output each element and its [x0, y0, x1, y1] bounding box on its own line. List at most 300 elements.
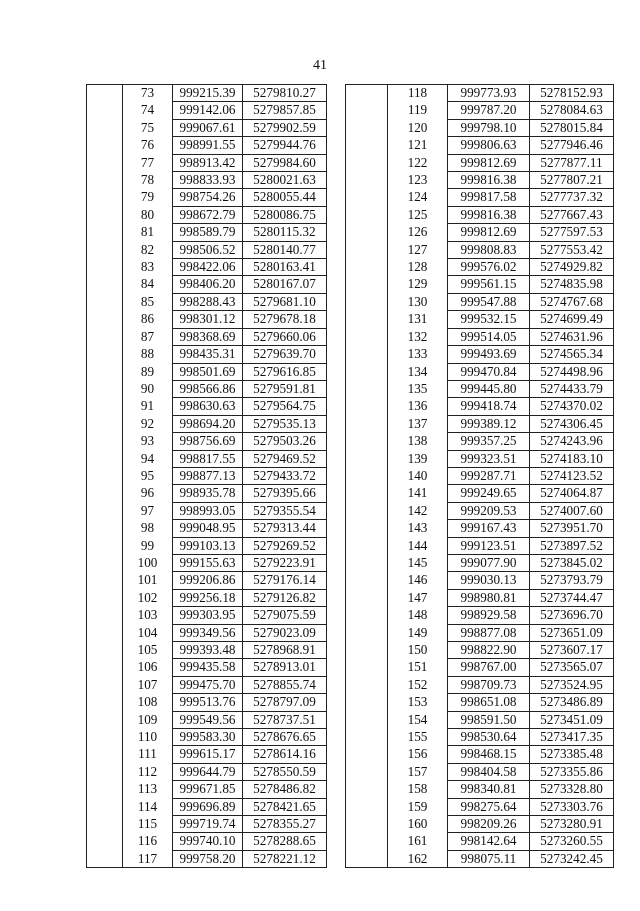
point-number-cell: 110 [123, 729, 173, 746]
table-row [87, 816, 327, 833]
x-coordinate-cell: 998935.78 [173, 485, 243, 502]
point-number-cell: 156 [388, 746, 448, 763]
y-coordinate-cell: 5273565.07 [530, 659, 614, 676]
point-number-cell: 137 [388, 415, 448, 432]
blank-cell [346, 833, 388, 850]
point-number-cell: 113 [123, 781, 173, 798]
blank-cell [87, 311, 123, 328]
y-coordinate-cell: 5279616.85 [243, 363, 327, 380]
blank-cell [346, 694, 388, 711]
table-row [346, 624, 614, 641]
blank-cell [87, 102, 123, 119]
y-coordinate-cell: 5277597.53 [530, 224, 614, 241]
blank-cell [87, 520, 123, 537]
y-coordinate-cell: 5279313.44 [243, 520, 327, 537]
point-number-cell: 107 [123, 676, 173, 693]
x-coordinate-cell: 999103.13 [173, 537, 243, 554]
y-coordinate-cell: 5273696.70 [530, 607, 614, 624]
table-row [346, 154, 614, 171]
x-coordinate-cell: 999696.89 [173, 798, 243, 815]
y-coordinate-cell: 5277553.42 [530, 241, 614, 258]
x-coordinate-cell: 999812.69 [448, 224, 530, 241]
x-coordinate-cell: 998142.64 [448, 833, 530, 850]
y-coordinate-cell: 5273951.70 [530, 520, 614, 537]
y-coordinate-cell: 5274243.96 [530, 433, 614, 450]
table-row [87, 119, 327, 136]
x-coordinate-cell: 999787.20 [448, 102, 530, 119]
table-row [87, 502, 327, 519]
blank-cell [346, 311, 388, 328]
table-row [346, 763, 614, 780]
table-row [87, 763, 327, 780]
point-number-cell: 129 [388, 276, 448, 293]
x-coordinate-cell: 999547.88 [448, 293, 530, 310]
blank-cell [346, 119, 388, 136]
table-row [346, 694, 614, 711]
blank-cell [87, 467, 123, 484]
point-number-cell: 85 [123, 293, 173, 310]
coordinates-table-right [345, 84, 614, 868]
blank-cell [87, 450, 123, 467]
y-coordinate-cell: 5274767.68 [530, 293, 614, 310]
table-row [346, 380, 614, 397]
table-row [87, 711, 327, 728]
point-number-cell: 140 [388, 467, 448, 484]
y-coordinate-cell: 5279678.18 [243, 311, 327, 328]
y-coordinate-cell: 5278015.84 [530, 119, 614, 136]
y-coordinate-cell: 5279944.76 [243, 137, 327, 154]
x-coordinate-cell: 999077.90 [448, 554, 530, 571]
blank-cell [346, 729, 388, 746]
table-row [346, 363, 614, 380]
y-coordinate-cell: 5278913.01 [243, 659, 327, 676]
y-coordinate-cell: 5279503.26 [243, 433, 327, 450]
point-number-cell: 134 [388, 363, 448, 380]
table-row [87, 293, 327, 310]
y-coordinate-cell: 5273897.52 [530, 537, 614, 554]
y-coordinate-cell: 5280140.77 [243, 241, 327, 258]
x-coordinate-cell: 999773.93 [448, 85, 530, 102]
table-row [346, 293, 614, 310]
blank-cell [87, 781, 123, 798]
x-coordinate-cell: 999249.65 [448, 485, 530, 502]
point-number-cell: 81 [123, 224, 173, 241]
table-row [346, 119, 614, 136]
blank-cell [87, 259, 123, 276]
x-coordinate-cell: 999167.43 [448, 520, 530, 537]
x-coordinate-cell: 998275.64 [448, 798, 530, 815]
point-number-cell: 144 [388, 537, 448, 554]
y-coordinate-cell: 5273524.95 [530, 676, 614, 693]
blank-cell [346, 520, 388, 537]
point-number-cell: 99 [123, 537, 173, 554]
point-number-cell: 124 [388, 189, 448, 206]
y-coordinate-cell: 5274835.98 [530, 276, 614, 293]
table-row [346, 450, 614, 467]
x-coordinate-cell: 999671.85 [173, 781, 243, 798]
point-number-cell: 106 [123, 659, 173, 676]
table-row [87, 328, 327, 345]
point-number-cell: 92 [123, 415, 173, 432]
y-coordinate-cell: 5278288.65 [243, 833, 327, 850]
y-coordinate-cell: 5279223.91 [243, 554, 327, 571]
y-coordinate-cell: 5280167.07 [243, 276, 327, 293]
y-coordinate-cell: 5274498.96 [530, 363, 614, 380]
blank-cell [346, 554, 388, 571]
point-number-cell: 145 [388, 554, 448, 571]
y-coordinate-cell: 5278355.27 [243, 816, 327, 833]
y-coordinate-cell: 5273651.09 [530, 624, 614, 641]
table-row [87, 850, 327, 867]
table-row [87, 833, 327, 850]
table-row [87, 467, 327, 484]
y-coordinate-cell: 5279355.54 [243, 502, 327, 519]
point-number-cell: 101 [123, 572, 173, 589]
y-coordinate-cell: 5279075.59 [243, 607, 327, 624]
point-number-cell: 126 [388, 224, 448, 241]
x-coordinate-cell: 999806.63 [448, 137, 530, 154]
table-row [346, 520, 614, 537]
table-row [346, 554, 614, 571]
x-coordinate-cell: 998694.20 [173, 415, 243, 432]
table-row [346, 711, 614, 728]
point-number-cell: 80 [123, 206, 173, 223]
y-coordinate-cell: 5273793.79 [530, 572, 614, 589]
point-number-cell: 153 [388, 694, 448, 711]
table-row [87, 102, 327, 119]
blank-cell [346, 328, 388, 345]
y-coordinate-cell: 5279395.66 [243, 485, 327, 502]
y-coordinate-cell: 5273744.47 [530, 589, 614, 606]
point-number-cell: 90 [123, 380, 173, 397]
table-row [346, 833, 614, 850]
x-coordinate-cell: 999816.38 [448, 206, 530, 223]
table-row [346, 816, 614, 833]
table-row [87, 276, 327, 293]
table-row [87, 798, 327, 815]
point-number-cell: 128 [388, 259, 448, 276]
y-coordinate-cell: 5278152.93 [530, 85, 614, 102]
blank-cell [346, 642, 388, 659]
x-coordinate-cell: 998288.43 [173, 293, 243, 310]
blank-cell [87, 415, 123, 432]
x-coordinate-cell: 999215.39 [173, 85, 243, 102]
y-coordinate-cell: 5274370.02 [530, 398, 614, 415]
point-number-cell: 155 [388, 729, 448, 746]
x-coordinate-cell: 998530.64 [448, 729, 530, 746]
y-coordinate-cell: 5279564.75 [243, 398, 327, 415]
y-coordinate-cell: 5280086.75 [243, 206, 327, 223]
point-number-cell: 86 [123, 311, 173, 328]
x-coordinate-cell: 999758.20 [173, 850, 243, 867]
blank-cell [87, 346, 123, 363]
blank-cell [346, 276, 388, 293]
point-number-cell: 94 [123, 450, 173, 467]
table-row [346, 85, 614, 102]
x-coordinate-cell: 998929.58 [448, 607, 530, 624]
x-coordinate-cell: 999532.15 [448, 311, 530, 328]
x-coordinate-cell: 998709.73 [448, 676, 530, 693]
point-number-cell: 73 [123, 85, 173, 102]
y-coordinate-cell: 5277807.21 [530, 172, 614, 189]
point-number-cell: 111 [123, 746, 173, 763]
point-number-cell: 119 [388, 102, 448, 119]
point-number-cell: 82 [123, 241, 173, 258]
table-row [346, 415, 614, 432]
table-row [346, 311, 614, 328]
blank-cell [87, 850, 123, 867]
blank-cell [346, 293, 388, 310]
blank-cell [87, 746, 123, 763]
table-row [346, 189, 614, 206]
point-number-cell: 159 [388, 798, 448, 815]
y-coordinate-cell: 5279469.52 [243, 450, 327, 467]
y-coordinate-cell: 5279984.60 [243, 154, 327, 171]
y-coordinate-cell: 5274183.10 [530, 450, 614, 467]
x-coordinate-cell: 999719.74 [173, 816, 243, 833]
point-number-cell: 84 [123, 276, 173, 293]
y-coordinate-cell: 5280055.44 [243, 189, 327, 206]
blank-cell [87, 328, 123, 345]
table-row [346, 398, 614, 415]
blank-cell [346, 624, 388, 641]
point-number-cell: 98 [123, 520, 173, 537]
x-coordinate-cell: 998877.13 [173, 467, 243, 484]
blank-cell [346, 380, 388, 397]
y-coordinate-cell: 5273242.45 [530, 850, 614, 867]
y-coordinate-cell: 5273355.86 [530, 763, 614, 780]
x-coordinate-cell: 999418.74 [448, 398, 530, 415]
blank-cell [346, 676, 388, 693]
x-coordinate-cell: 999817.58 [448, 189, 530, 206]
blank-cell [87, 589, 123, 606]
point-number-cell: 148 [388, 607, 448, 624]
blank-cell [87, 363, 123, 380]
table-row [346, 572, 614, 589]
y-coordinate-cell: 5274064.87 [530, 485, 614, 502]
blank-cell [346, 224, 388, 241]
point-number-cell: 154 [388, 711, 448, 728]
y-coordinate-cell: 5279535.13 [243, 415, 327, 432]
x-coordinate-cell: 998209.26 [448, 816, 530, 833]
table-row [87, 746, 327, 763]
table-row [346, 259, 614, 276]
x-coordinate-cell: 999475.70 [173, 676, 243, 693]
x-coordinate-cell: 999389.12 [448, 415, 530, 432]
point-number-cell: 141 [388, 485, 448, 502]
point-number-cell: 158 [388, 781, 448, 798]
y-coordinate-cell: 5279681.10 [243, 293, 327, 310]
point-number-cell: 152 [388, 676, 448, 693]
y-coordinate-cell: 5278737.51 [243, 711, 327, 728]
x-coordinate-cell: 998566.86 [173, 380, 243, 397]
x-coordinate-cell: 999349.56 [173, 624, 243, 641]
table-row [346, 467, 614, 484]
blank-cell [346, 711, 388, 728]
y-coordinate-cell: 5273417.35 [530, 729, 614, 746]
blank-cell [346, 659, 388, 676]
blank-cell [87, 137, 123, 154]
point-number-cell: 88 [123, 346, 173, 363]
x-coordinate-cell: 998501.69 [173, 363, 243, 380]
y-coordinate-cell: 5277946.46 [530, 137, 614, 154]
y-coordinate-cell: 5279639.70 [243, 346, 327, 363]
y-coordinate-cell: 5280163.41 [243, 259, 327, 276]
x-coordinate-cell: 999561.15 [448, 276, 530, 293]
blank-cell [346, 589, 388, 606]
x-coordinate-cell: 999576.02 [448, 259, 530, 276]
blank-cell [87, 694, 123, 711]
y-coordinate-cell: 5280021.63 [243, 172, 327, 189]
table-row [87, 172, 327, 189]
blank-cell [346, 415, 388, 432]
x-coordinate-cell: 999615.17 [173, 746, 243, 763]
blank-cell [87, 293, 123, 310]
point-number-cell: 115 [123, 816, 173, 833]
table-row [346, 746, 614, 763]
y-coordinate-cell: 5279023.09 [243, 624, 327, 641]
point-number-cell: 112 [123, 763, 173, 780]
point-number-cell: 138 [388, 433, 448, 450]
x-coordinate-cell: 999256.18 [173, 589, 243, 606]
point-number-cell: 125 [388, 206, 448, 223]
x-coordinate-cell: 998404.58 [448, 763, 530, 780]
y-coordinate-cell: 5278676.65 [243, 729, 327, 746]
blank-cell [87, 537, 123, 554]
table-row [87, 398, 327, 415]
table-row [346, 241, 614, 258]
y-coordinate-cell: 5278486.82 [243, 781, 327, 798]
point-number-cell: 77 [123, 154, 173, 171]
blank-cell [346, 607, 388, 624]
table-row [346, 798, 614, 815]
table-row [87, 363, 327, 380]
point-number-cell: 117 [123, 850, 173, 867]
blank-cell [87, 380, 123, 397]
x-coordinate-cell: 999445.80 [448, 380, 530, 397]
x-coordinate-cell: 998301.12 [173, 311, 243, 328]
table-row [346, 729, 614, 746]
coordinates-table-left [86, 84, 327, 868]
table-row [87, 781, 327, 798]
x-coordinate-cell: 999583.30 [173, 729, 243, 746]
blank-cell [346, 816, 388, 833]
table-row [87, 624, 327, 641]
point-number-cell: 146 [388, 572, 448, 589]
blank-cell [87, 676, 123, 693]
table-row [346, 328, 614, 345]
x-coordinate-cell: 998991.55 [173, 137, 243, 154]
x-coordinate-cell: 999206.86 [173, 572, 243, 589]
blank-cell [346, 241, 388, 258]
point-number-cell: 142 [388, 502, 448, 519]
table-row [87, 154, 327, 171]
y-coordinate-cell: 5274306.45 [530, 415, 614, 432]
x-coordinate-cell: 998591.50 [448, 711, 530, 728]
blank-cell [346, 850, 388, 867]
y-coordinate-cell: 5274123.52 [530, 467, 614, 484]
table-row [87, 694, 327, 711]
x-coordinate-cell: 999644.79 [173, 763, 243, 780]
point-number-cell: 120 [388, 119, 448, 136]
blank-cell [346, 206, 388, 223]
blank-cell [87, 711, 123, 728]
y-coordinate-cell: 5279857.85 [243, 102, 327, 119]
table-row [87, 259, 327, 276]
blank-cell [87, 189, 123, 206]
blank-cell [87, 659, 123, 676]
table-row [346, 589, 614, 606]
y-coordinate-cell: 5274433.79 [530, 380, 614, 397]
blank-cell [87, 642, 123, 659]
y-coordinate-cell: 5278797.09 [243, 694, 327, 711]
x-coordinate-cell: 999812.69 [448, 154, 530, 171]
table-row [346, 659, 614, 676]
blank-cell [87, 624, 123, 641]
blank-cell [87, 154, 123, 171]
x-coordinate-cell: 999493.69 [448, 346, 530, 363]
point-number-cell: 135 [388, 380, 448, 397]
coordinates-table-right-body [346, 85, 614, 868]
table-row [87, 607, 327, 624]
y-coordinate-cell: 5278421.65 [243, 798, 327, 815]
point-number-cell: 118 [388, 85, 448, 102]
x-coordinate-cell: 999808.83 [448, 241, 530, 258]
table-row [346, 172, 614, 189]
blank-cell [87, 816, 123, 833]
point-number-cell: 149 [388, 624, 448, 641]
y-coordinate-cell: 5277737.32 [530, 189, 614, 206]
blank-cell [346, 398, 388, 415]
y-coordinate-cell: 5279269.52 [243, 537, 327, 554]
point-number-cell: 136 [388, 398, 448, 415]
y-coordinate-cell: 5280115.32 [243, 224, 327, 241]
y-coordinate-cell: 5278550.59 [243, 763, 327, 780]
y-coordinate-cell: 5279176.14 [243, 572, 327, 589]
x-coordinate-cell: 999798.10 [448, 119, 530, 136]
x-coordinate-cell: 999816.38 [448, 172, 530, 189]
blank-cell [87, 206, 123, 223]
y-coordinate-cell: 5278855.74 [243, 676, 327, 693]
y-coordinate-cell: 5277667.43 [530, 206, 614, 223]
y-coordinate-cell: 5274007.60 [530, 502, 614, 519]
x-coordinate-cell: 999323.51 [448, 450, 530, 467]
y-coordinate-cell: 5279902.59 [243, 119, 327, 136]
blank-cell [346, 746, 388, 763]
point-number-cell: 130 [388, 293, 448, 310]
table-row [87, 676, 327, 693]
blank-cell [87, 833, 123, 850]
table-row [346, 607, 614, 624]
y-coordinate-cell: 5278221.12 [243, 850, 327, 867]
table-row [87, 450, 327, 467]
blank-cell [87, 241, 123, 258]
point-number-cell: 123 [388, 172, 448, 189]
coordinates-table-left-body [87, 85, 327, 868]
blank-cell [87, 85, 123, 102]
table-row [87, 572, 327, 589]
table-row [346, 537, 614, 554]
x-coordinate-cell: 999155.63 [173, 554, 243, 571]
blank-cell [346, 172, 388, 189]
table-row [87, 642, 327, 659]
y-coordinate-cell: 5273260.55 [530, 833, 614, 850]
x-coordinate-cell: 998368.69 [173, 328, 243, 345]
x-coordinate-cell: 999123.51 [448, 537, 530, 554]
x-coordinate-cell: 998817.55 [173, 450, 243, 467]
x-coordinate-cell: 999435.58 [173, 659, 243, 676]
table-row [346, 102, 614, 119]
